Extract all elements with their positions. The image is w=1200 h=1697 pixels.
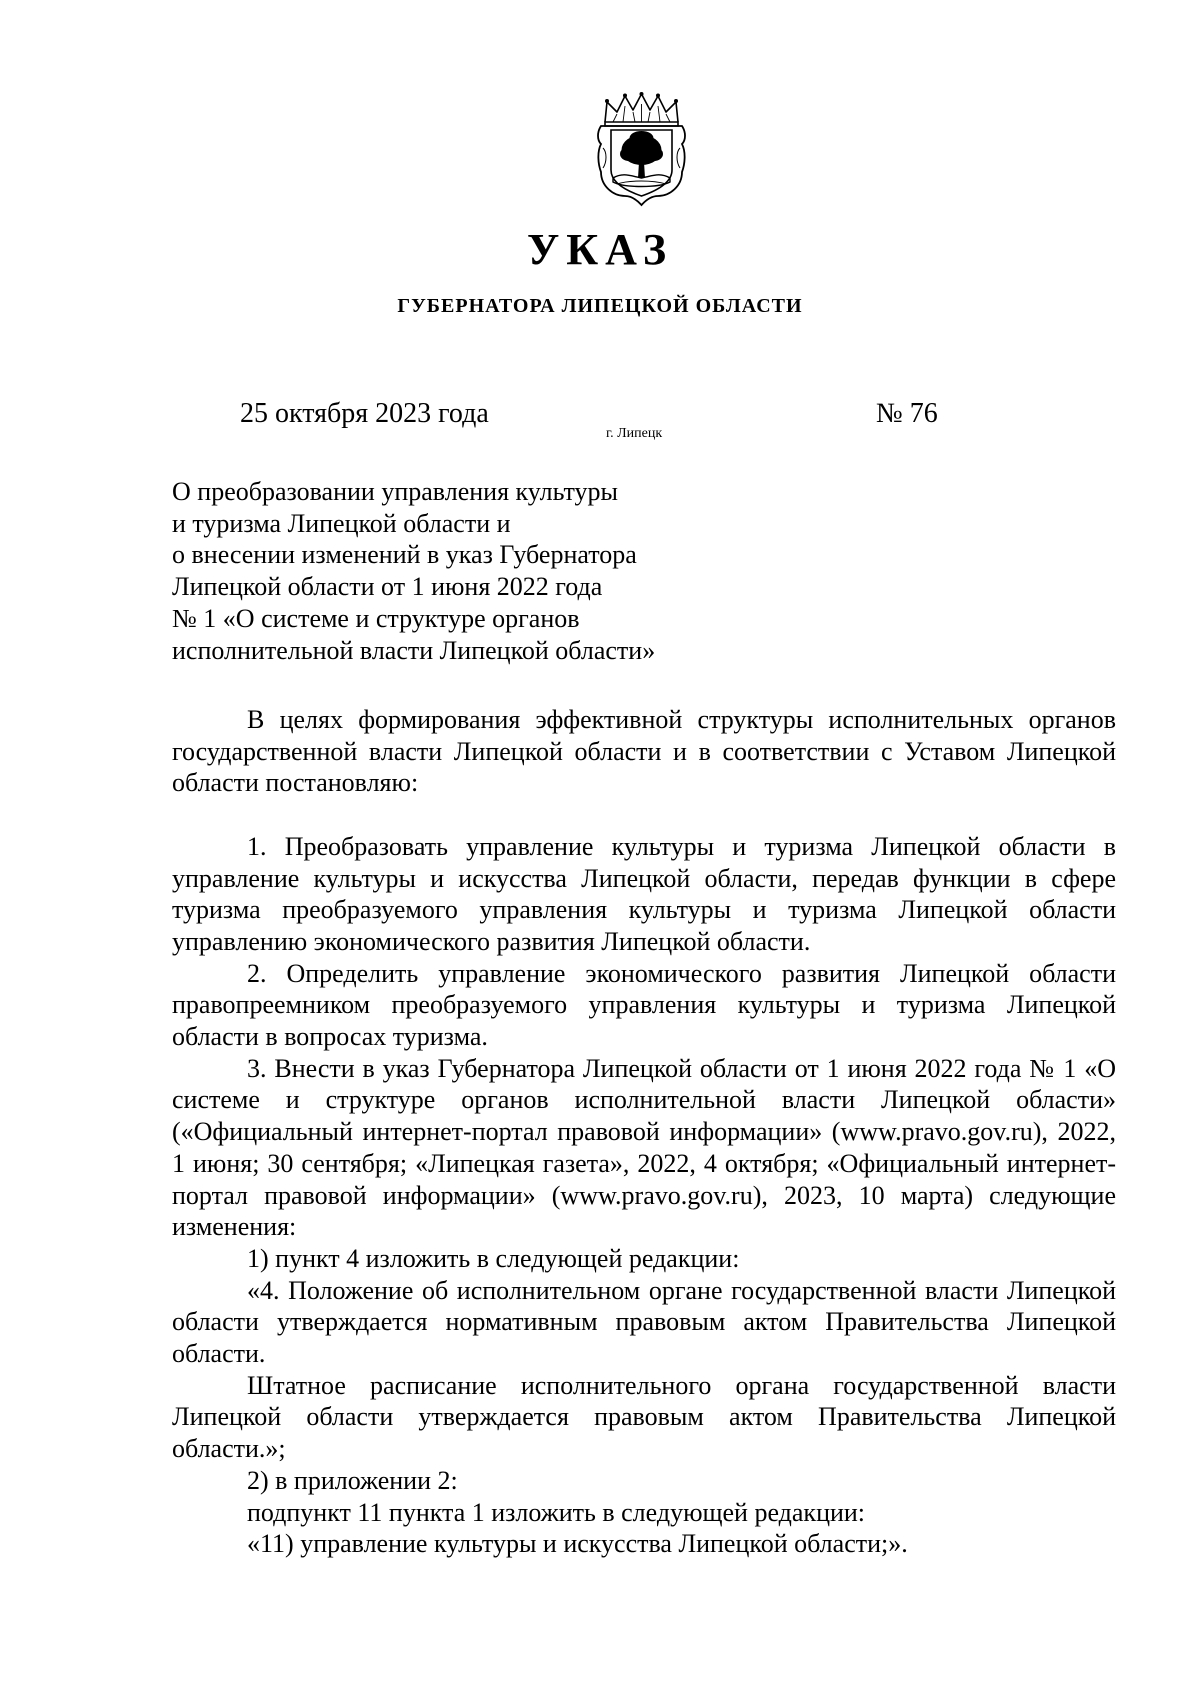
subject-line: О преобразовании управления культуры	[172, 477, 618, 506]
preamble-paragraph: В целях формирования эффективной структуры исполнительных органов государственной власти Липецкой области и в соответствии с Уставом Липецкой области постановляю:	[172, 705, 1116, 798]
body-paragraph: 2. Определить управление экономического развития Липецкой области правопреемником преобразуемого управления культуры и туризма Липецкой области в вопросах туризма.	[172, 958, 1116, 1052]
issuer-title: ГУБЕРНАТОРА ЛИПЕЦКОЙ ОБЛАСТИ	[397, 295, 803, 317]
coat-of-arms-icon	[595, 92, 688, 208]
document-subject	[172, 476, 772, 666]
body-paragraph: «11) управление культуры и искусства Липецкой области;».	[247, 1529, 908, 1559]
body-paragraph: 3. Внести в указ Губернатора Липецкой области от 1 июня 2022 года № 1 «О системе и структуре органов исполнительной власти Липецкой области» («Официальный интернет-портал правовой информации» (www.pravo.gov.ru), 2022, 1 июня; 30 сентября; «Липецкая газета», 2022, 4 октября; «Официальный интернет-портал правовой информации» (www.pravo.gov.ru), 2023, 10 марта) следующие изменения:	[172, 1053, 1116, 1242]
subject-line: и туризма Липецкой области и	[172, 508, 511, 538]
document-number: № 76	[876, 398, 938, 429]
document-city: г. Липецк	[606, 426, 663, 441]
body-paragraph: Штатное расписание исполнительного органа государственной власти Липецкой области утверждается правовым актом Правительства Липецкой области.»;	[172, 1370, 1116, 1464]
document-body	[172, 704, 1116, 1560]
document-date: 25 октября 2023 года	[240, 398, 489, 429]
body-paragraph: 2) в приложении 2:	[247, 1465, 458, 1495]
subject-line: Липецкой области от 1 июня 2022 года	[172, 572, 603, 602]
subject-line: исполнительной власти Липецкой области»	[172, 635, 656, 665]
body-paragraph: подпункт 11 пункта 1 изложить в следующей редакции:	[247, 1497, 866, 1527]
body-paragraph: 1) пункт 4 изложить в следующей редакции:	[247, 1243, 740, 1273]
document-type-title: УКАЗ	[526, 225, 674, 274]
body-paragraph: 1. Преобразовать управление культуры и туризма Липецкой области в управление культуры и искусства Липецкой области, передав функции в сфере туризма преобразуемого управления культуры и туризма Липецкой области управлению экономического развития Липецкой области.	[172, 831, 1116, 956]
subject-line: № 1 «О системе и структуре органов	[172, 603, 580, 633]
subject-line: о внесении изменений в указ Губернатора	[172, 540, 637, 570]
body-paragraph: «4. Положение об исполнительном органе государственной власти Липецкой области утверждается нормативным правовым актом Правительства Липецкой области.	[172, 1275, 1116, 1369]
